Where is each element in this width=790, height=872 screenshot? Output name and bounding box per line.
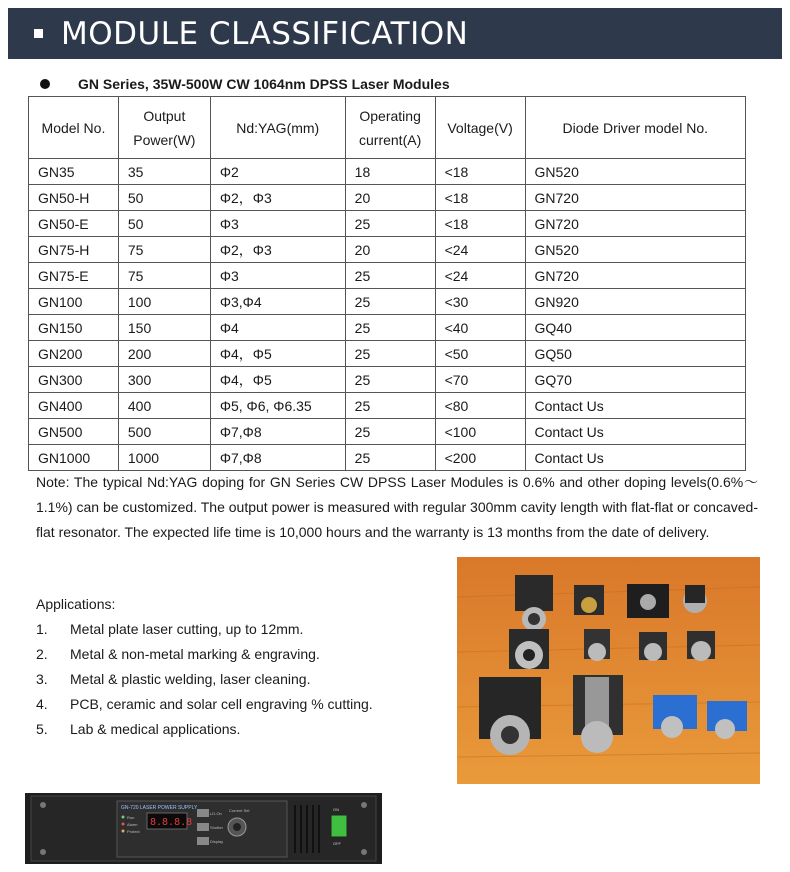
cell-voltage: <18 [435,185,525,211]
cell-output-power: 500 [118,419,210,445]
cell-operating-current: 25 [345,289,435,315]
cell-diode-driver: GN720 [525,211,745,237]
cell-ndyag: Φ4 [210,315,345,341]
applications-title: Applications: [36,596,116,612]
psu-indicator-protect: Protect [127,829,140,834]
table-row [29,289,746,315]
cell-output-power: 75 [118,263,210,289]
cell-ndyag: Φ3 [210,211,345,237]
header-output-power: Output Power(W) [118,97,210,159]
cell-voltage: <18 [435,159,525,185]
cell-diode-driver: GN520 [525,159,745,185]
psu-label: GN-720 LASER POWER SUPPLY [121,805,198,811]
table-row [29,185,746,211]
cell-diode-driver: Contact Us [525,419,745,445]
cell-model: GN35 [29,159,119,185]
header-model: Model No. [29,97,119,159]
series-title: GN Series, 35W-500W CW 1064nm DPSS Laser Modules [78,76,450,92]
cell-model: GN75-E [29,263,119,289]
cell-model: GN400 [29,393,119,419]
cell-model: GN1000 [29,445,119,471]
table-row [29,367,746,393]
list-item-number: 2. [36,646,48,662]
table-row [29,445,746,471]
psu-indicator-run: Run [127,815,135,820]
header-ndyag: Nd:YAG(mm) [210,97,345,159]
table-row [29,393,746,419]
cell-voltage: <40 [435,315,525,341]
table-row [29,237,746,263]
table-row [29,419,746,445]
psu-indicator-alarm: Alarm [127,822,138,827]
cell-voltage: <24 [435,263,525,289]
psu-power-switch [331,815,347,837]
list-item [36,721,373,746]
cell-model: GN500 [29,419,119,445]
table-row [29,315,746,341]
cell-operating-current: 20 [345,237,435,263]
cell-operating-current: 18 [345,159,435,185]
psu-switch-off: OFF [333,841,341,846]
psu-display: 8.8.8.8 [150,817,193,828]
cell-diode-driver: Contact Us [525,445,745,471]
psu-button-display: Display [210,839,224,844]
cell-output-power: 100 [118,289,210,315]
cell-model: GN75-H [29,237,119,263]
cell-voltage: <70 [435,367,525,393]
list-item-number: 4. [36,696,48,712]
header-voltage: Voltage(V) [435,97,525,159]
applications-list [36,621,373,746]
cell-diode-driver: GQ40 [525,315,745,341]
note-paragraph: Note: The typical Nd:YAG doping for GN Series CW DPSS Laser Modules is 0.6% and other doping levels(0.6%～1.1%) can be customized. The output power is measured with regular 300mm cavity length with flat-flat or concaved-flat resonator. The expected life time is 10,000 hours and the warranty is 13 months from the date of delivery. [36,474,758,540]
cell-operating-current: 25 [345,211,435,237]
cell-model: GN100 [29,289,119,315]
cell-diode-driver: GQ50 [525,341,745,367]
cell-ndyag: Φ3 [210,263,345,289]
cell-diode-driver: GN720 [525,263,745,289]
header-diode-driver: Diode Driver model No. [525,97,745,159]
table-row [29,159,746,185]
cell-model: GN50-E [29,211,119,237]
laser-modules-photo [457,557,760,784]
cell-output-power: 150 [118,315,210,341]
cell-output-power: 1000 [118,445,210,471]
cell-ndyag: Φ2 [210,159,345,185]
list-item-text: Metal & non-metal marking & engraving. [70,646,320,662]
cell-ndyag: Φ7,Φ8 [210,419,345,445]
list-item-number: 1. [36,621,48,637]
cell-voltage: <18 [435,211,525,237]
cell-model: GN50-H [29,185,119,211]
module-spec-table [28,96,746,471]
cell-voltage: <24 [435,237,525,263]
table-row [29,341,746,367]
cell-ndyag: Φ5, Φ6, Φ6.35 [210,393,345,419]
table-row [29,263,746,289]
cell-operating-current: 25 [345,341,435,367]
psu-button-ld-on: LD-On [210,811,222,816]
list-item-text: Lab & medical applications. [70,721,241,737]
cell-output-power: 400 [118,393,210,419]
cell-ndyag: Φ3,Φ4 [210,289,345,315]
list-item-number: 5. [36,721,48,737]
cell-model: GN150 [29,315,119,341]
cell-ndyag: Φ4，Φ5 [210,341,345,367]
section-banner [8,8,782,59]
cell-voltage: <80 [435,393,525,419]
list-item [36,646,373,671]
cell-output-power: 50 [118,185,210,211]
list-item [36,696,373,721]
cell-voltage: <100 [435,419,525,445]
cell-ndyag: Φ2，Φ3 [210,237,345,263]
header-operating-current: Operating current(A) [345,97,435,159]
cell-diode-driver: Contact Us [525,393,745,419]
cell-operating-current: 25 [345,315,435,341]
banner-title: MODULE CLASSIFICATION [61,15,469,52]
list-item [36,671,373,696]
cell-voltage: <30 [435,289,525,315]
cell-output-power: 300 [118,367,210,393]
cell-operating-current: 25 [345,445,435,471]
cell-ndyag: Φ2，Φ3 [210,185,345,211]
list-item-number: 3. [36,671,48,687]
table-header-row [29,97,746,159]
cell-voltage: <50 [435,341,525,367]
cell-model: GN300 [29,367,119,393]
series-heading [40,76,450,92]
psu-switch-on: ON [333,807,339,812]
cell-model: GN200 [29,341,119,367]
cell-ndyag: Φ4，Φ5 [210,367,345,393]
power-supply-illustration [25,793,382,864]
table-row [29,211,746,237]
bullet-icon [40,79,50,89]
laser-power-supply-photo [25,793,382,864]
cell-diode-driver: GN920 [525,289,745,315]
cell-diode-driver: GN520 [525,237,745,263]
psu-knob-label: Current Set [229,808,250,813]
cell-ndyag: Φ7,Φ8 [210,445,345,471]
cell-voltage: <200 [435,445,525,471]
list-item-text: Metal plate laser cutting, up to 12mm. [70,621,304,637]
psu-button-shutter: Shutter [210,825,223,830]
cell-output-power: 200 [118,341,210,367]
laser-modules-illustration [457,557,760,784]
cell-operating-current: 20 [345,185,435,211]
list-item-text: PCB, ceramic and solar cell engraving % cutting. [70,696,373,712]
cell-diode-driver: GN720 [525,185,745,211]
cell-diode-driver: GQ70 [525,367,745,393]
banner-bullet-icon [34,29,43,38]
list-item-text: Metal & plastic welding, laser cleaning. [70,671,311,687]
cell-operating-current: 25 [345,419,435,445]
cell-output-power: 75 [118,237,210,263]
list-item [36,621,373,646]
cell-operating-current: 25 [345,393,435,419]
cell-output-power: 35 [118,159,210,185]
cell-operating-current: 25 [345,367,435,393]
cell-operating-current: 25 [345,263,435,289]
cell-output-power: 50 [118,211,210,237]
